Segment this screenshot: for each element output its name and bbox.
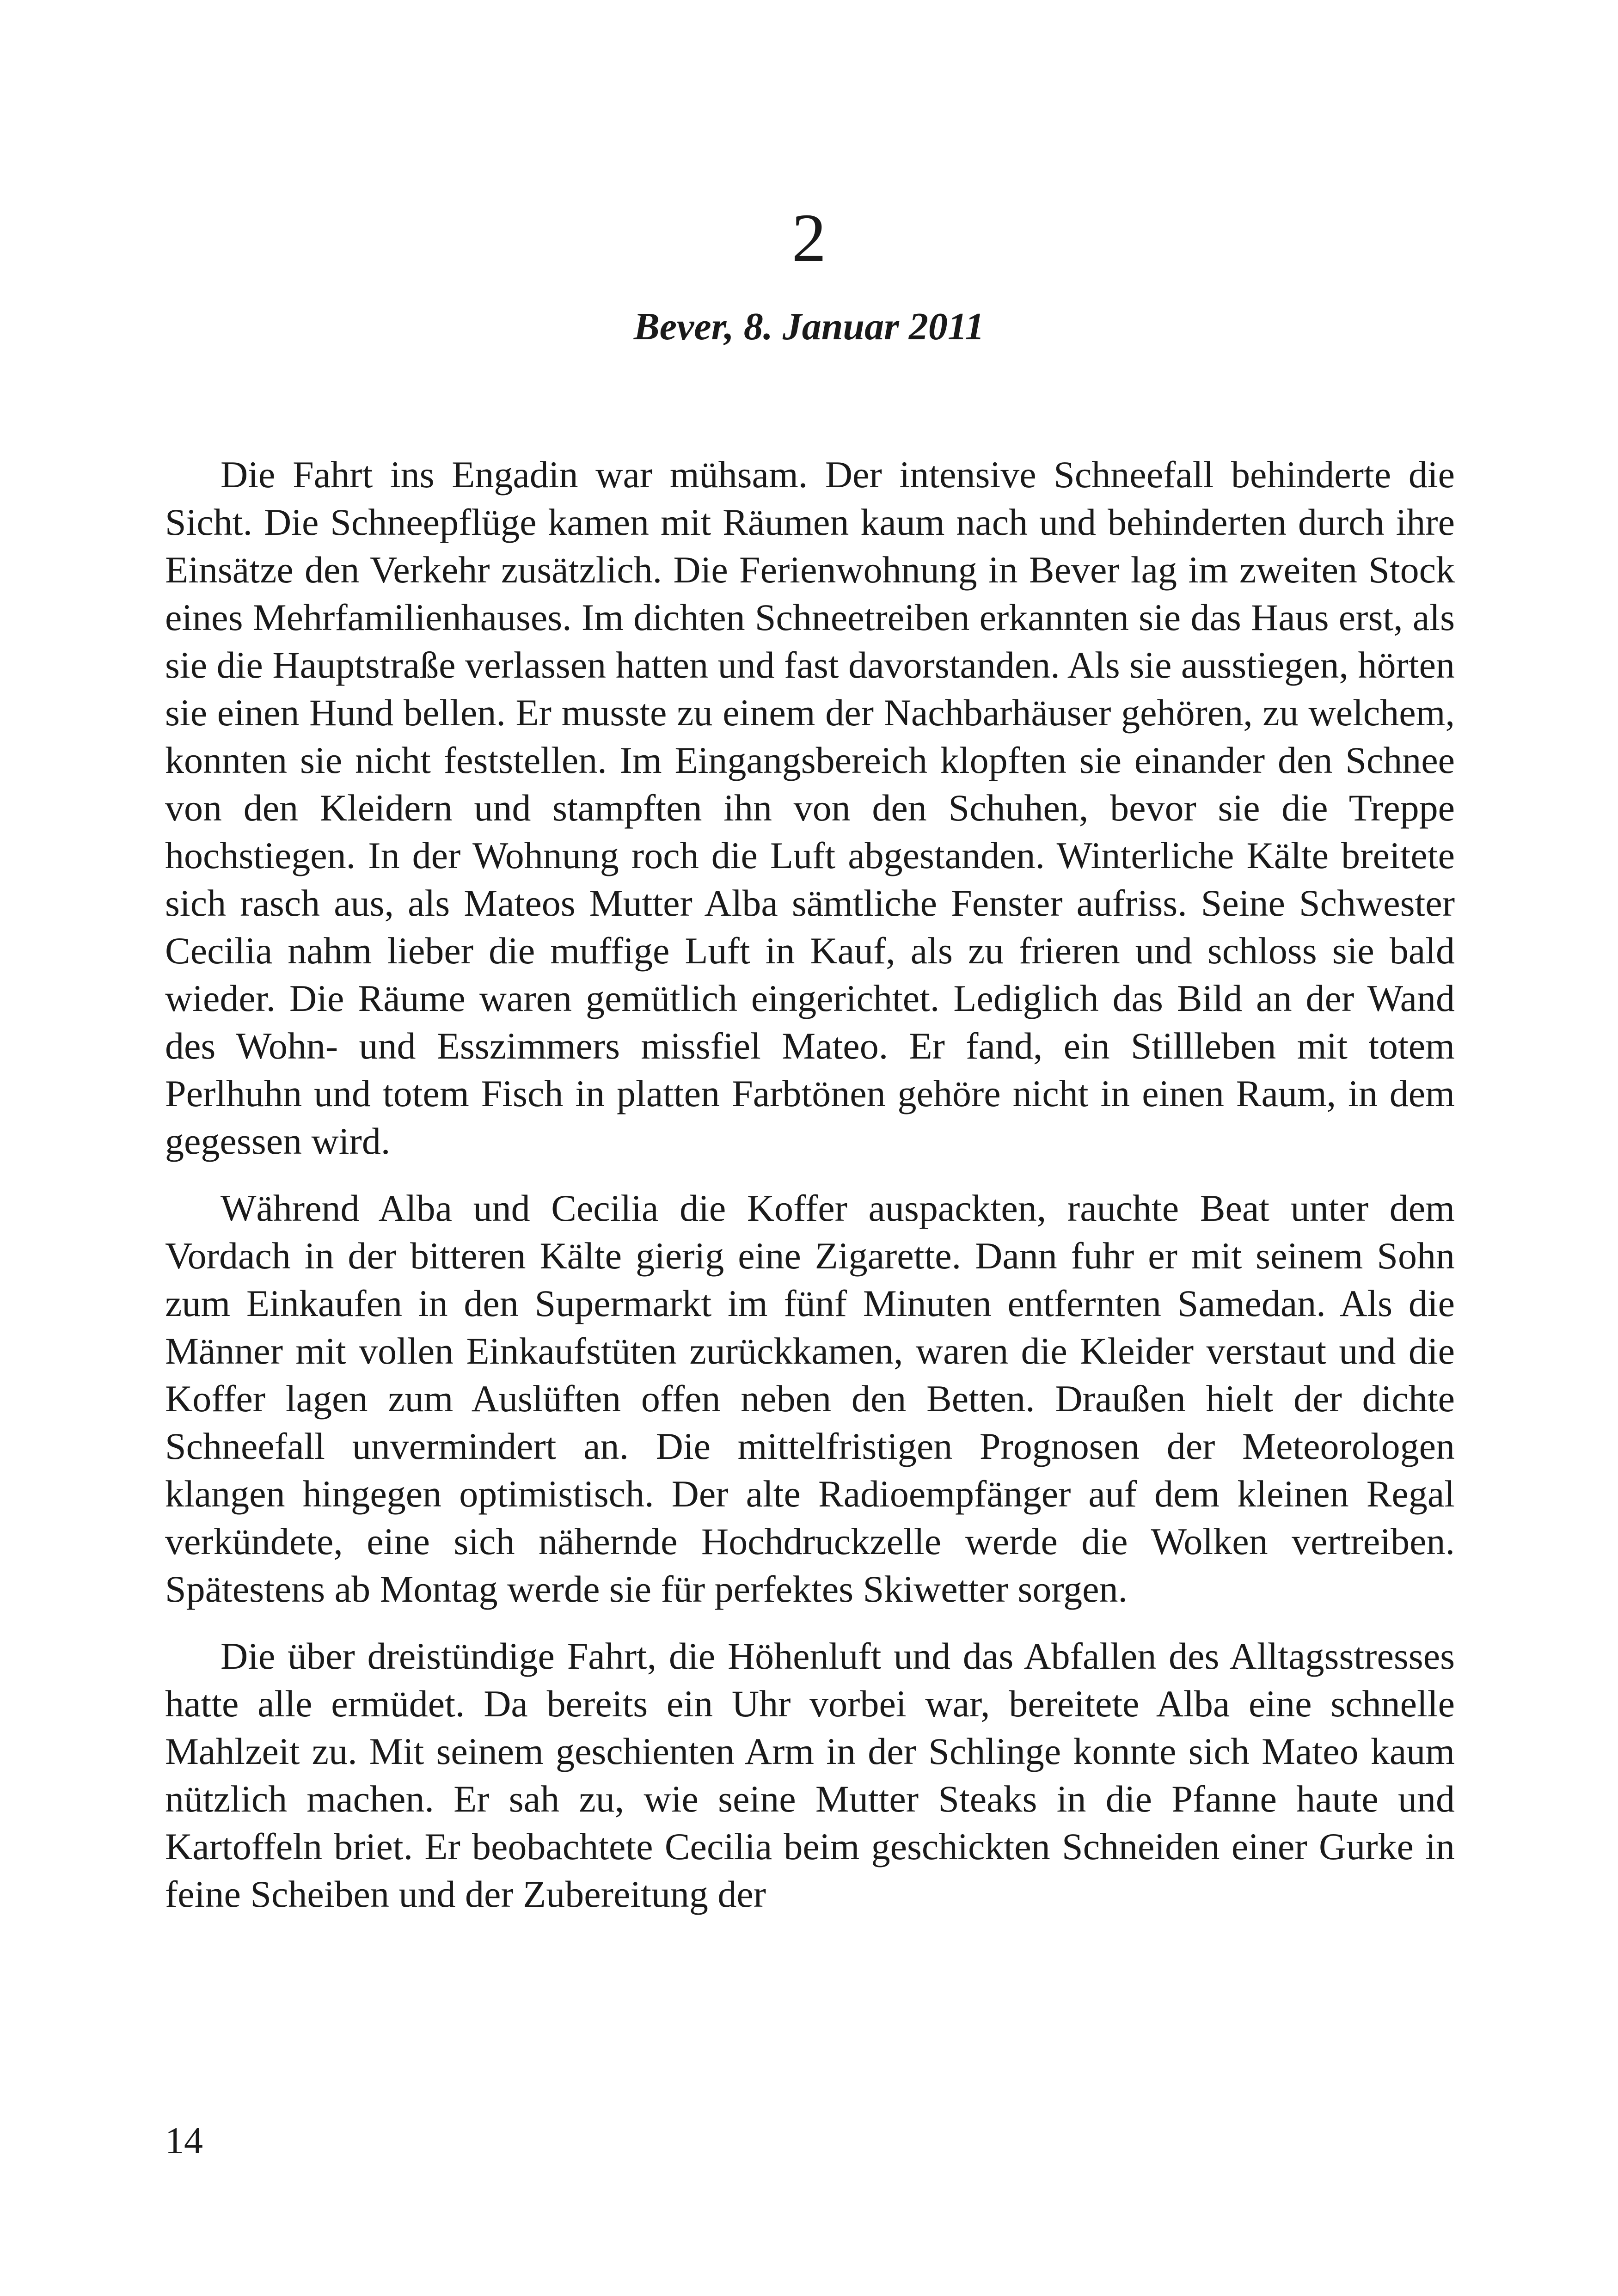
paragraph: Während Alba und Cecilia die Koffer auspackten, rauchte Beat unter dem Vordach in der bitteren Kälte gierig eine Zigarette. Dann fuhr er mit seinem Sohn zum Einkaufen in den Supermarkt im fünf Minuten entfernten Samedan. Als die Männer mit vollen Einkaufstüten zurückkamen, waren die Kleider verstaut und die Koffer lagen zum Auslüften offen neben den Betten. Draußen hielt der dichte Schneefall unvermindert an. Die mittelfristigen Prognosen der Meteorologen klangen hingegen optimistisch. Der alte Radioempfänger auf dem kleinen Regal verkündete, eine sich nähernde Hochdruckzelle werde die Wolken vertreiben. Spätestens ab Montag werde sie für perfektes Skiwetter sorgen. bbox=[165, 1187, 1455, 1610]
chapter-subtitle: Bever, 8. Januar 2011 bbox=[633, 305, 985, 348]
body-text bbox=[165, 451, 1455, 1937]
paragraph: Die über dreistündige Fahrt, die Höhenluft und das Abfallen des Alltagsstresses hatte alle ermüdet. Da bereits ein Uhr vorbei war, bereitete Alba eine schnelle Mahlzeit zu. Mit seinem geschienten Arm in der Schlinge konnte sich Mateo kaum nützlich machen. Er sah zu, wie seine Mutter Steaks in die Pfanne haute und Kartoffeln briet. Er beobachtete Cecilia beim geschickten Schneiden einer Gurke in feine Scheiben und der Zubereitung der bbox=[165, 1635, 1455, 1915]
chapter-number: 2 bbox=[791, 200, 827, 276]
paragraph: Die Fahrt ins Engadin war mühsam. Der intensive Schneefall behinderte die Sicht. Die Schneepflüge kamen mit Räumen kaum nach und behinderten durch ihre Einsätze den Verkehr zusätzlich. Die Ferienwohnung in Bever lag im zweiten Stock eines Mehrfamilienhauses. Im dichten Schneetreiben erkannten sie das Haus erst, als sie die Hauptstraße verlassen hatten und fast davorstanden. Als sie ausstiegen, hörten sie einen Hund bellen. Er musste zu einem der Nachbarhäuser gehören, zu welchem, konnten sie nicht feststellen. Im Eingangsbereich klopften sie einander den Schnee von den Kleidern und stampften ihn von den Schuhen, bevor sie die Treppe hochstiegen. In der Wohnung roch die Luft abgestanden. Winterliche Kälte breitete sich rasch aus, als Mateos Mutter Alba sämtliche Fenster aufriss. Seine Schwester Cecilia nahm lieber die muffige Luft in Kauf, als zu frieren und schloss sie bald wieder. Die Räume waren gemütlich eingerichtet. Lediglich das Bild an der Wand des Wohn- und Esszimmers missfiel Mateo. Er fand, ein Stillleben mit totem Perlhuhn und totem Fisch in platten Farbtönen gehöre nicht in einen Raum, in dem gegessen wird. bbox=[165, 453, 1455, 1162]
page-number: 14 bbox=[165, 2119, 203, 2161]
